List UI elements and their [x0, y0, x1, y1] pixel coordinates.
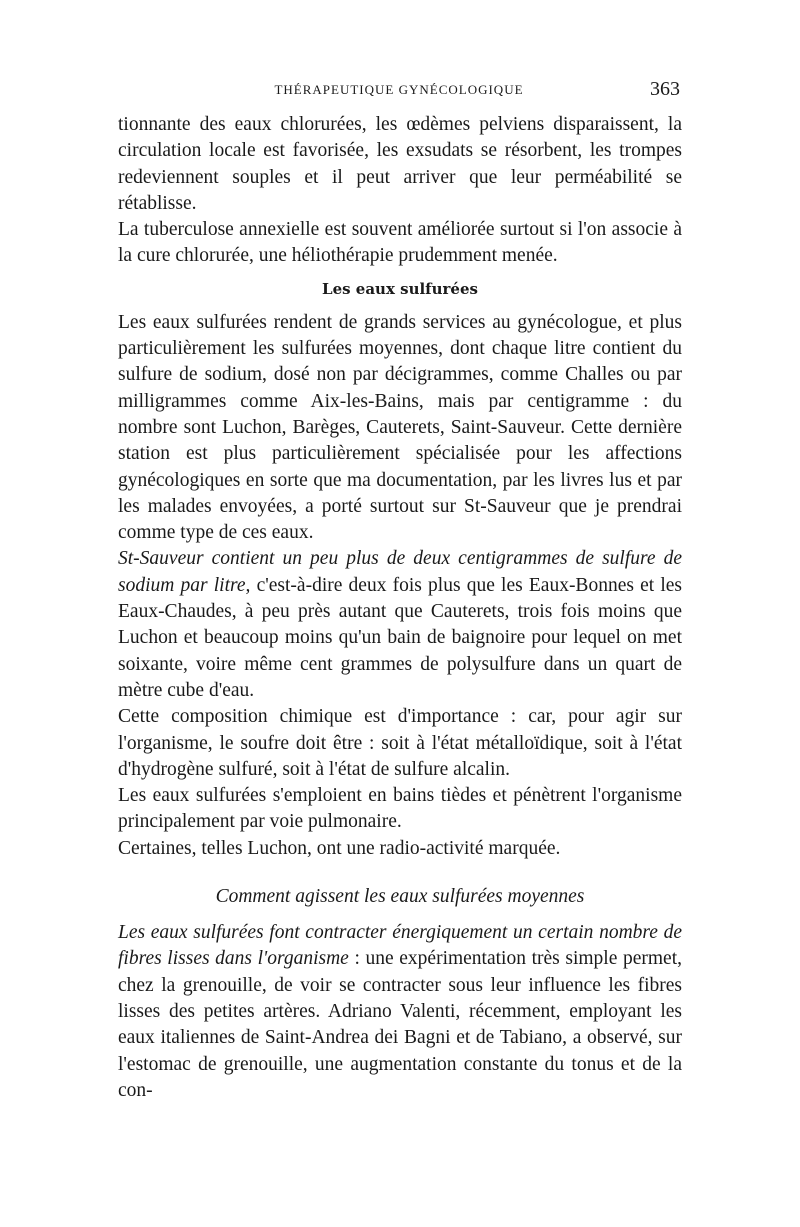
page-number: 363: [650, 78, 680, 100]
section-heading-comment-agissent: Comment agissent les eaux sulfurées moyennes: [215, 886, 585, 908]
paragraph-1: tionnante des eaux chlorurées, les œdèmes pelviens disparaissent, la circulation locale est favorisée, les exsudats se résorbent, les trompes redeviennent souples et il peut arriver que leur perméabilité se rétablisse.: [118, 114, 682, 214]
running-title: THÉRAPEUTIQUE GYNÉCOLOGIQUE: [274, 82, 524, 97]
paragraph-8-rest: : une expérimentation très simple permet, chez la grenouille, de voir se contracter sous leur influence les fibres lisses des petites artères. Adriano Valenti, récemment, employant les eaux italiennes de Saint-Andrea dei Bagni et de Tabiano, a observé, sur l'estomac de grenouille, une augmentation constante du tonus et de la con-: [118, 948, 682, 1101]
paragraph-7: Certaines, telles Luchon, ont une radio-activité marquée.: [118, 837, 561, 859]
paragraph-4-rest: c'est-à-dire deux fois plus que les Eaux-Bonnes et les Eaux-Chaudes, à peu près autant que Cauterets, trois fois moins que Luchon et beaucoup moins qu'un bain de baignoire pour lequel on met soixante, voire même cent grammes de polysulfure dans un quart de mètre cube d'eau.: [118, 574, 683, 701]
paragraph-8: [118, 920, 682, 1104]
paragraph-4: [118, 546, 682, 704]
running-head: [118, 78, 680, 102]
paragraph-2: La tuberculose annexielle est souvent améliorée surtout si l'on associe à la cure chlorurée, une héliothérapie prudemment menée.: [118, 219, 682, 267]
paragraph-5: Cette composition chimique est d'importance : car, pour agir sur l'organisme, le soufre doit être : soit à l'état métalloïdique, soit à l'état d'hydrogène sulfuré, soit à l'état de sulfure alcalin.: [118, 706, 682, 780]
paragraph-8-italic: Les eaux sulfurées font contracter énergiquement un certain nombre de fibres lisses dans l'organisme: [118, 922, 682, 970]
paragraph-4-italic: St-Sauveur contient un peu plus de deux centigrammes de sulfure de sodium par litre,: [118, 548, 682, 596]
body-text: [118, 112, 682, 1104]
paragraph-6: Les eaux sulfurées s'emploient en bains tièdes et pénètrent l'organisme principalement par voie pulmonaire.: [118, 785, 682, 833]
section-heading-sulfurees: Les eaux sulfurées: [322, 279, 478, 298]
paragraph-3: Les eaux sulfurées rendent de grands services au gynécologue, et plus particulièrement les sulfurées moyennes, dont chaque litre contient du sulfure de sodium, dosé non par décigrammes, comme Challes ou par milligrammes comme Aix-les-Bains, mais par centigramme : du nombre sont Luchon, Barèges, Cauterets, Saint-Sauveur. Cette dernière station est plus particulièrement spécialisée pour les affections gynécologiques en sorte que ma documentation, par les livres lus et par les malades envoyées, a porté surtout sur St-Sauveur que je prendrai comme type de ces eaux.: [118, 311, 682, 544]
